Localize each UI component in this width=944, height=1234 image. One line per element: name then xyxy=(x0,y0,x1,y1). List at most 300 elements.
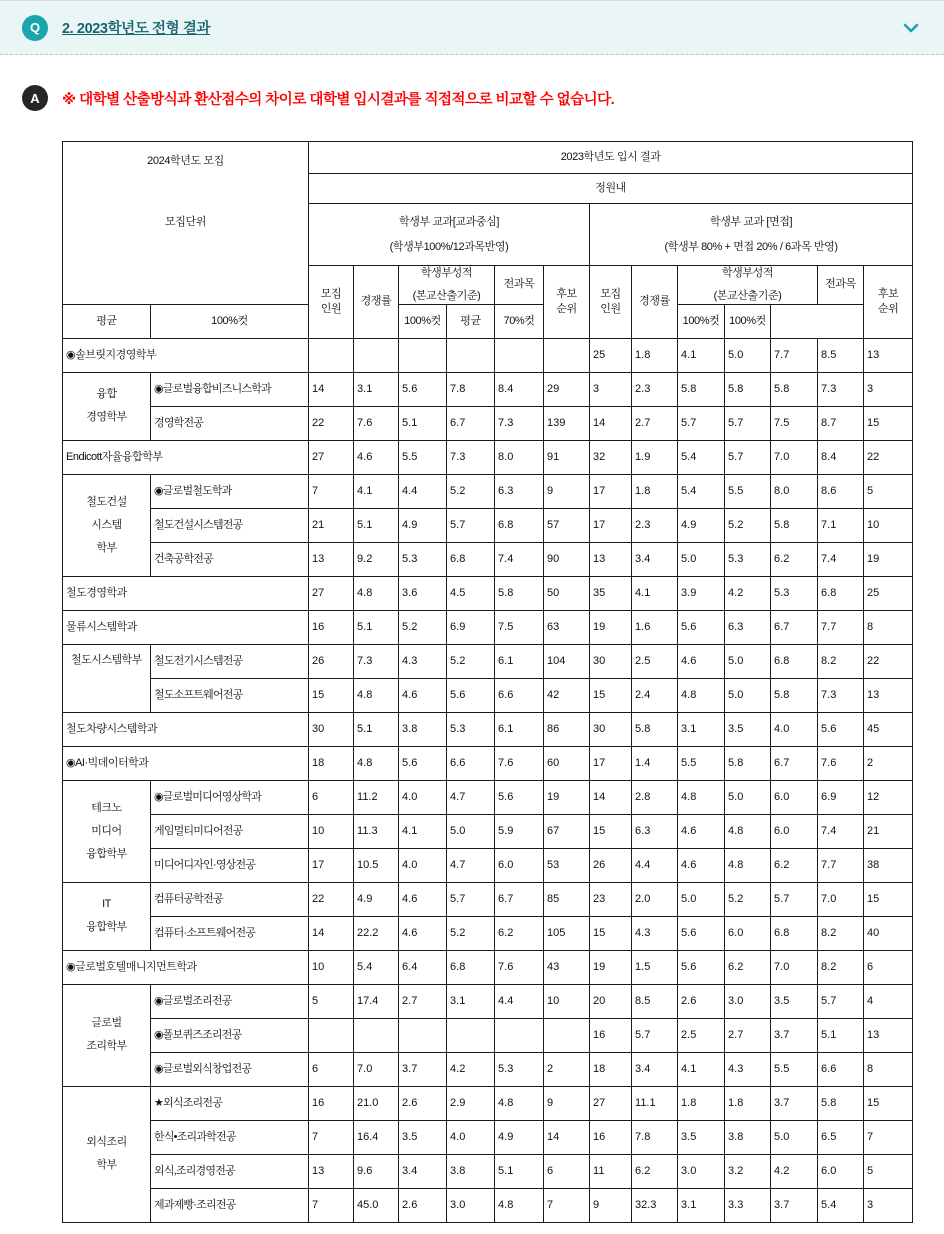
cell-right-5: 7.3 xyxy=(818,372,864,406)
cell-right-2: 5.6 xyxy=(678,610,725,644)
row-major-name: 한식•조리과학전공 xyxy=(151,1120,309,1154)
cell-left-2: 4.1 xyxy=(399,814,447,848)
faq-question-title[interactable]: 2. 2023학년도 전형 결과 xyxy=(62,21,211,37)
cell-right-3: 2.7 xyxy=(725,1018,771,1052)
cell-left-0: 17 xyxy=(309,848,354,882)
cell-right-0: 14 xyxy=(590,780,632,814)
cell-right-0: 14 xyxy=(590,406,632,440)
cell-right-5: 5.7 xyxy=(818,984,864,1018)
left-record-l2: (본교산출기준) xyxy=(412,289,481,302)
cell-right-0: 13 xyxy=(590,542,632,576)
row-unit-name: 물류시스템학과 xyxy=(63,610,309,644)
cell-left-4: 6.6 xyxy=(495,678,544,712)
cell-right-0: 3 xyxy=(590,372,632,406)
cell-left-4: 5.9 xyxy=(495,814,544,848)
cell-right-0: 16 xyxy=(590,1120,632,1154)
cell-right-5: 7.7 xyxy=(818,848,864,882)
cell-left-2: 5.6 xyxy=(399,746,447,780)
cell-right-4: 5.3 xyxy=(771,576,818,610)
cell-right-1: 2.0 xyxy=(632,882,678,916)
cell-left-3: 6.7 xyxy=(447,406,495,440)
header-left-school-record xyxy=(399,266,495,305)
cell-right-1: 1.6 xyxy=(632,610,678,644)
cell-left-4 xyxy=(495,338,544,372)
cell-right-4: 7.0 xyxy=(771,440,818,474)
cell-left-1: 45.0 xyxy=(354,1188,399,1222)
cell-left-1: 4.8 xyxy=(354,576,399,610)
cell-left-2: 4.6 xyxy=(399,678,447,712)
cell-left-2: 6.4 xyxy=(399,950,447,984)
cell-left-3: 5.2 xyxy=(447,474,495,508)
table-row xyxy=(63,406,913,440)
row-group-name: 철도시스템학부 xyxy=(63,644,151,712)
cell-left-5: 14 xyxy=(544,1120,590,1154)
cell-left-5 xyxy=(544,338,590,372)
cell-right-1: 3.4 xyxy=(632,1052,678,1086)
cell-right-3: 5.2 xyxy=(725,882,771,916)
cell-right-0: 32 xyxy=(590,440,632,474)
row-unit-name: 철도경영학과 xyxy=(63,576,309,610)
cell-right-4: 3.7 xyxy=(771,1086,818,1120)
cell-left-4: 5.3 xyxy=(495,1052,544,1086)
cell-left-1: 7.3 xyxy=(354,644,399,678)
cell-right-1: 7.8 xyxy=(632,1120,678,1154)
cell-left-3: 4.0 xyxy=(447,1120,495,1154)
cell-right-6: 5 xyxy=(864,474,913,508)
header-right-quota-count xyxy=(590,266,632,339)
header-2024-recruit-label: 2024학년도 모집 xyxy=(147,155,224,167)
cell-left-2: 3.6 xyxy=(399,576,447,610)
cell-left-0 xyxy=(309,1018,354,1052)
cell-right-2: 5.6 xyxy=(678,950,725,984)
chevron-down-icon[interactable] xyxy=(900,17,922,39)
cell-left-4: 7.6 xyxy=(495,950,544,984)
table-row xyxy=(63,712,913,746)
cell-right-2: 3.9 xyxy=(678,576,725,610)
cell-right-3: 5.0 xyxy=(725,780,771,814)
table-row xyxy=(63,1086,913,1120)
cell-left-1: 5.4 xyxy=(354,950,399,984)
cell-left-1: 4.6 xyxy=(354,440,399,474)
cell-right-2: 4.6 xyxy=(678,848,725,882)
row-major-name: 컴퓨터·소프트웨어전공 xyxy=(151,916,309,950)
row-major-name: ◉폴보퀴즈조리전공 xyxy=(151,1018,309,1052)
cell-left-2: 4.6 xyxy=(399,916,447,950)
header-left-avg: 평균 xyxy=(63,304,151,338)
header-left-all-subjects: 전과목 xyxy=(495,266,544,305)
row-major-name: ◉글로벌외식창업전공 xyxy=(151,1052,309,1086)
table-row xyxy=(63,848,913,882)
row-group-name: 철도건설 시스템 학부 xyxy=(63,474,151,576)
header-left-cut100: 100%컷 xyxy=(151,304,309,338)
row-unit-name: Endicott자율융합학부 xyxy=(63,440,309,474)
cell-right-2: 4.1 xyxy=(678,1052,725,1086)
cell-right-3: 5.8 xyxy=(725,746,771,780)
cell-right-4: 5.5 xyxy=(771,1052,818,1086)
cell-right-1: 6.3 xyxy=(632,814,678,848)
cell-left-1: 7.6 xyxy=(354,406,399,440)
cell-left-1: 4.9 xyxy=(354,882,399,916)
cell-left-1: 4.1 xyxy=(354,474,399,508)
table-body xyxy=(63,338,913,1222)
cell-right-3: 5.2 xyxy=(725,508,771,542)
cell-right-3: 5.5 xyxy=(725,474,771,508)
cell-right-2: 5.0 xyxy=(678,882,725,916)
cell-right-2: 5.7 xyxy=(678,406,725,440)
left-waitlist-l1: 후보 xyxy=(556,288,577,300)
cell-right-1: 1.8 xyxy=(632,338,678,372)
cell-left-5 xyxy=(544,1018,590,1052)
row-unit-name: ◉솔브릿지경영학부 xyxy=(63,338,309,372)
cell-right-4: 6.8 xyxy=(771,644,818,678)
header-2024-recruit xyxy=(63,142,309,305)
faq-answer-area xyxy=(0,55,944,1223)
cell-right-0: 30 xyxy=(590,712,632,746)
cell-right-1: 5.7 xyxy=(632,1018,678,1052)
cell-right-5: 5.8 xyxy=(818,1086,864,1120)
cell-right-5: 5.6 xyxy=(818,712,864,746)
header-track-subject-focused xyxy=(309,204,590,266)
cell-right-6: 19 xyxy=(864,542,913,576)
cell-left-5: 139 xyxy=(544,406,590,440)
left-quota-l1: 모집 xyxy=(320,288,342,300)
cell-left-4: 6.2 xyxy=(495,916,544,950)
cell-left-3: 4.7 xyxy=(447,780,495,814)
answer-badge: A xyxy=(22,85,48,111)
cell-left-5: 9 xyxy=(544,1086,590,1120)
cell-left-1: 5.1 xyxy=(354,508,399,542)
cell-right-2: 4.8 xyxy=(678,780,725,814)
left-waitlist-l2: 순위 xyxy=(556,302,577,315)
cell-right-2: 5.5 xyxy=(678,746,725,780)
left-record-l1: 학생부성적 xyxy=(420,267,473,279)
admission-results-table xyxy=(62,141,913,1223)
cell-left-0: 7 xyxy=(309,1188,354,1222)
cell-left-1: 10.5 xyxy=(354,848,399,882)
question-badge: Q xyxy=(22,15,48,41)
cell-left-5: 85 xyxy=(544,882,590,916)
cell-right-3: 4.3 xyxy=(725,1052,771,1086)
cell-right-1: 2.5 xyxy=(632,644,678,678)
cell-left-5: 19 xyxy=(544,780,590,814)
cell-right-1: 1.4 xyxy=(632,746,678,780)
cell-left-2: 4.3 xyxy=(399,644,447,678)
cell-right-4: 3.7 xyxy=(771,1018,818,1052)
header-right-all-cut100: 100%컷 xyxy=(725,304,771,338)
cell-left-5: 104 xyxy=(544,644,590,678)
cell-right-0: 11 xyxy=(590,1154,632,1188)
cell-left-4: 6.0 xyxy=(495,848,544,882)
table-row xyxy=(63,950,913,984)
cell-left-2: 3.5 xyxy=(399,1120,447,1154)
cell-right-3: 3.0 xyxy=(725,984,771,1018)
cell-right-4: 6.0 xyxy=(771,780,818,814)
cell-right-4: 5.8 xyxy=(771,372,818,406)
table-row xyxy=(63,916,913,950)
row-major-name: ◉글로벌융합비즈니스학과 xyxy=(151,372,309,406)
cell-right-3: 4.8 xyxy=(725,814,771,848)
cell-right-4: 4.2 xyxy=(771,1154,818,1188)
cell-left-1: 4.8 xyxy=(354,746,399,780)
cell-right-0: 23 xyxy=(590,882,632,916)
cell-right-3: 3.5 xyxy=(725,712,771,746)
header-right-waitlist xyxy=(864,266,913,339)
right-record-l1: 학생부성적 xyxy=(721,267,774,279)
row-unit-name: ◉글로벌호텔매니지먼트학과 xyxy=(63,950,309,984)
row-major-name: 철도건설시스템전공 xyxy=(151,508,309,542)
row-major-name: ★외식조리전공 xyxy=(151,1086,309,1120)
track-left-line1: 학생부 교과[교과중심] xyxy=(399,215,500,228)
cell-left-0: 7 xyxy=(309,1120,354,1154)
right-record-l2: (본교산출기준) xyxy=(713,289,782,302)
row-major-name: 미디어디자인·영상전공 xyxy=(151,848,309,882)
cell-right-3: 6.0 xyxy=(725,916,771,950)
cell-right-5: 5.4 xyxy=(818,1188,864,1222)
cell-right-2: 3.1 xyxy=(678,712,725,746)
cell-left-3: 3.0 xyxy=(447,1188,495,1222)
cell-right-3: 6.2 xyxy=(725,950,771,984)
header-left-all-cut100: 100%컷 xyxy=(399,304,447,338)
cell-left-5: 57 xyxy=(544,508,590,542)
row-major-name: 건축공학전공 xyxy=(151,542,309,576)
cell-right-3: 1.8 xyxy=(725,1086,771,1120)
header-unit-label: 모집단위 xyxy=(165,215,206,228)
cell-right-0: 20 xyxy=(590,984,632,1018)
cell-right-3: 4.2 xyxy=(725,576,771,610)
cell-left-0: 16 xyxy=(309,1086,354,1120)
table-row xyxy=(63,1052,913,1086)
cell-right-6: 3 xyxy=(864,1188,913,1222)
cell-right-0: 18 xyxy=(590,1052,632,1086)
cell-left-1: 9.2 xyxy=(354,542,399,576)
cell-left-0: 26 xyxy=(309,644,354,678)
table-row xyxy=(63,678,913,712)
cell-right-3: 5.7 xyxy=(725,406,771,440)
cell-right-2: 4.8 xyxy=(678,678,725,712)
cell-left-3 xyxy=(447,1018,495,1052)
cell-right-5: 6.9 xyxy=(818,780,864,814)
cell-right-6: 10 xyxy=(864,508,913,542)
cell-left-0: 16 xyxy=(309,610,354,644)
cell-right-6: 38 xyxy=(864,848,913,882)
table-row xyxy=(63,1188,913,1222)
track-right-line1: 학생부 교과 [면접] xyxy=(709,215,793,228)
cell-left-1: 4.8 xyxy=(354,678,399,712)
cell-right-1: 1.9 xyxy=(632,440,678,474)
cell-right-0: 15 xyxy=(590,916,632,950)
row-group-name: IT 융합학부 xyxy=(63,882,151,950)
cell-left-0: 5 xyxy=(309,984,354,1018)
cell-right-4: 5.8 xyxy=(771,508,818,542)
cell-right-4: 5.7 xyxy=(771,882,818,916)
cell-right-1: 8.5 xyxy=(632,984,678,1018)
cell-right-6: 15 xyxy=(864,1086,913,1120)
cell-left-1: 22.2 xyxy=(354,916,399,950)
row-major-name: ◉글로벌조리전공 xyxy=(151,984,309,1018)
cell-left-0: 10 xyxy=(309,950,354,984)
cell-left-5: 63 xyxy=(544,610,590,644)
cell-left-0: 27 xyxy=(309,440,354,474)
cell-left-2: 3.8 xyxy=(399,712,447,746)
cell-right-5: 7.4 xyxy=(818,814,864,848)
cell-right-1: 1.5 xyxy=(632,950,678,984)
cell-left-5: 6 xyxy=(544,1154,590,1188)
row-unit-name: 철도차량시스템학과 xyxy=(63,712,309,746)
cell-left-0: 14 xyxy=(309,372,354,406)
table-row xyxy=(63,440,913,474)
cell-left-4: 4.8 xyxy=(495,1086,544,1120)
cell-left-3: 4.2 xyxy=(447,1052,495,1086)
cell-right-0: 35 xyxy=(590,576,632,610)
cell-right-6: 2 xyxy=(864,746,913,780)
cell-right-6: 22 xyxy=(864,644,913,678)
cell-left-4: 4.9 xyxy=(495,1120,544,1154)
left-quota-l2: 인원 xyxy=(320,302,342,315)
cell-left-4: 5.1 xyxy=(495,1154,544,1188)
cell-right-5: 7.1 xyxy=(818,508,864,542)
cell-left-0 xyxy=(309,338,354,372)
right-waitlist-l2: 순위 xyxy=(877,302,899,315)
cell-left-3: 5.2 xyxy=(447,644,495,678)
header-left-waitlist xyxy=(544,266,590,339)
cell-right-0: 27 xyxy=(590,1086,632,1120)
header-row-top xyxy=(63,142,913,174)
table-row xyxy=(63,984,913,1018)
cell-left-0: 30 xyxy=(309,712,354,746)
cell-left-1: 11.3 xyxy=(354,814,399,848)
cell-left-0: 21 xyxy=(309,508,354,542)
row-major-name: 컴퓨터공학전공 xyxy=(151,882,309,916)
cell-right-6: 21 xyxy=(864,814,913,848)
cell-left-3: 3.1 xyxy=(447,984,495,1018)
cell-left-2: 2.6 xyxy=(399,1188,447,1222)
cell-right-3: 5.0 xyxy=(725,644,771,678)
cell-right-3: 5.7 xyxy=(725,440,771,474)
cell-left-0: 6 xyxy=(309,780,354,814)
cell-right-6: 6 xyxy=(864,950,913,984)
cell-right-0: 19 xyxy=(590,950,632,984)
cell-right-4: 6.0 xyxy=(771,814,818,848)
table-row xyxy=(63,644,913,678)
cell-left-2 xyxy=(399,1018,447,1052)
cell-left-4: 7.6 xyxy=(495,746,544,780)
cell-left-4: 7.3 xyxy=(495,406,544,440)
cell-right-6: 15 xyxy=(864,882,913,916)
table-row xyxy=(63,610,913,644)
row-major-name: ◉글로벌철도학과 xyxy=(151,474,309,508)
row-major-name: 제과제빵·조리전공 xyxy=(151,1188,309,1222)
cell-left-5: 67 xyxy=(544,814,590,848)
cell-left-3: 5.0 xyxy=(447,814,495,848)
cell-left-3: 6.6 xyxy=(447,746,495,780)
cell-right-2: 5.6 xyxy=(678,916,725,950)
cell-left-2: 4.4 xyxy=(399,474,447,508)
cell-right-2: 3.0 xyxy=(678,1154,725,1188)
cell-right-6: 8 xyxy=(864,1052,913,1086)
cell-left-3: 6.8 xyxy=(447,950,495,984)
row-group-name: 외식조리 학부 xyxy=(63,1086,151,1222)
cell-left-0: 18 xyxy=(309,746,354,780)
cell-left-5: 60 xyxy=(544,746,590,780)
cell-left-2: 3.7 xyxy=(399,1052,447,1086)
cell-right-0: 26 xyxy=(590,848,632,882)
cell-right-4: 5.8 xyxy=(771,678,818,712)
row-major-name: 외식,조리경영전공 xyxy=(151,1154,309,1188)
cell-left-4: 6.3 xyxy=(495,474,544,508)
cell-left-0: 27 xyxy=(309,576,354,610)
cell-left-5: 86 xyxy=(544,712,590,746)
cell-right-3: 5.3 xyxy=(725,542,771,576)
cell-left-0: 13 xyxy=(309,1154,354,1188)
header-row-cuts xyxy=(63,304,913,338)
cell-right-3: 6.3 xyxy=(725,610,771,644)
cell-left-5: 53 xyxy=(544,848,590,882)
cell-left-1: 16.4 xyxy=(354,1120,399,1154)
cell-left-3: 6.8 xyxy=(447,542,495,576)
cell-left-2: 4.9 xyxy=(399,508,447,542)
cell-right-1: 2.4 xyxy=(632,678,678,712)
cell-left-2: 4.6 xyxy=(399,882,447,916)
header-right-cut100: 100%컷 xyxy=(678,304,725,338)
cell-left-1: 5.1 xyxy=(354,712,399,746)
cell-left-0: 22 xyxy=(309,882,354,916)
cell-right-5: 8.6 xyxy=(818,474,864,508)
cell-right-5: 7.3 xyxy=(818,678,864,712)
header-right-competition: 경쟁률 xyxy=(632,266,678,339)
cell-right-2: 4.6 xyxy=(678,644,725,678)
faq-question-bar[interactable] xyxy=(0,0,944,55)
cell-left-1: 17.4 xyxy=(354,984,399,1018)
cell-left-0: 13 xyxy=(309,542,354,576)
answer-disclaimer-note: ※ 대학별 산출방식과 환산점수의 차이로 대학별 입시결과를 직접적으로 비교할 수 없습니다. xyxy=(62,91,615,108)
header-left-quota-count xyxy=(309,266,354,339)
cell-left-4: 8.0 xyxy=(495,440,544,474)
cell-right-1: 4.3 xyxy=(632,916,678,950)
cell-right-6: 13 xyxy=(864,1018,913,1052)
cell-right-4: 6.2 xyxy=(771,542,818,576)
cell-left-4: 5.8 xyxy=(495,576,544,610)
table-row xyxy=(63,1120,913,1154)
cell-left-3: 5.2 xyxy=(447,916,495,950)
cell-right-3: 5.8 xyxy=(725,372,771,406)
cell-right-6: 13 xyxy=(864,338,913,372)
cell-right-4: 7.5 xyxy=(771,406,818,440)
cell-right-4: 6.2 xyxy=(771,848,818,882)
cell-right-2: 3.5 xyxy=(678,1120,725,1154)
cell-right-1: 11.1 xyxy=(632,1086,678,1120)
cell-left-0: 6 xyxy=(309,1052,354,1086)
cell-right-6: 12 xyxy=(864,780,913,814)
cell-left-3: 2.9 xyxy=(447,1086,495,1120)
table-head xyxy=(63,142,913,339)
cell-right-4: 6.8 xyxy=(771,916,818,950)
row-major-name: 철도소프트웨어전공 xyxy=(151,678,309,712)
cell-right-1: 32.3 xyxy=(632,1188,678,1222)
cell-right-2: 3.1 xyxy=(678,1188,725,1222)
cell-right-6: 15 xyxy=(864,406,913,440)
cell-left-5: 2 xyxy=(544,1052,590,1086)
track-right-line2: (학생부 80% + 면접 20% / 6과목 반영) xyxy=(664,240,838,253)
cell-right-5: 6.8 xyxy=(818,576,864,610)
cell-left-2: 5.2 xyxy=(399,610,447,644)
cell-right-6: 5 xyxy=(864,1154,913,1188)
cell-right-5: 8.2 xyxy=(818,950,864,984)
cell-left-3: 7.8 xyxy=(447,372,495,406)
cell-right-4: 3.7 xyxy=(771,1188,818,1222)
row-major-name: 철도전기시스템전공 xyxy=(151,644,309,678)
cell-right-6: 40 xyxy=(864,916,913,950)
cell-left-1 xyxy=(354,338,399,372)
